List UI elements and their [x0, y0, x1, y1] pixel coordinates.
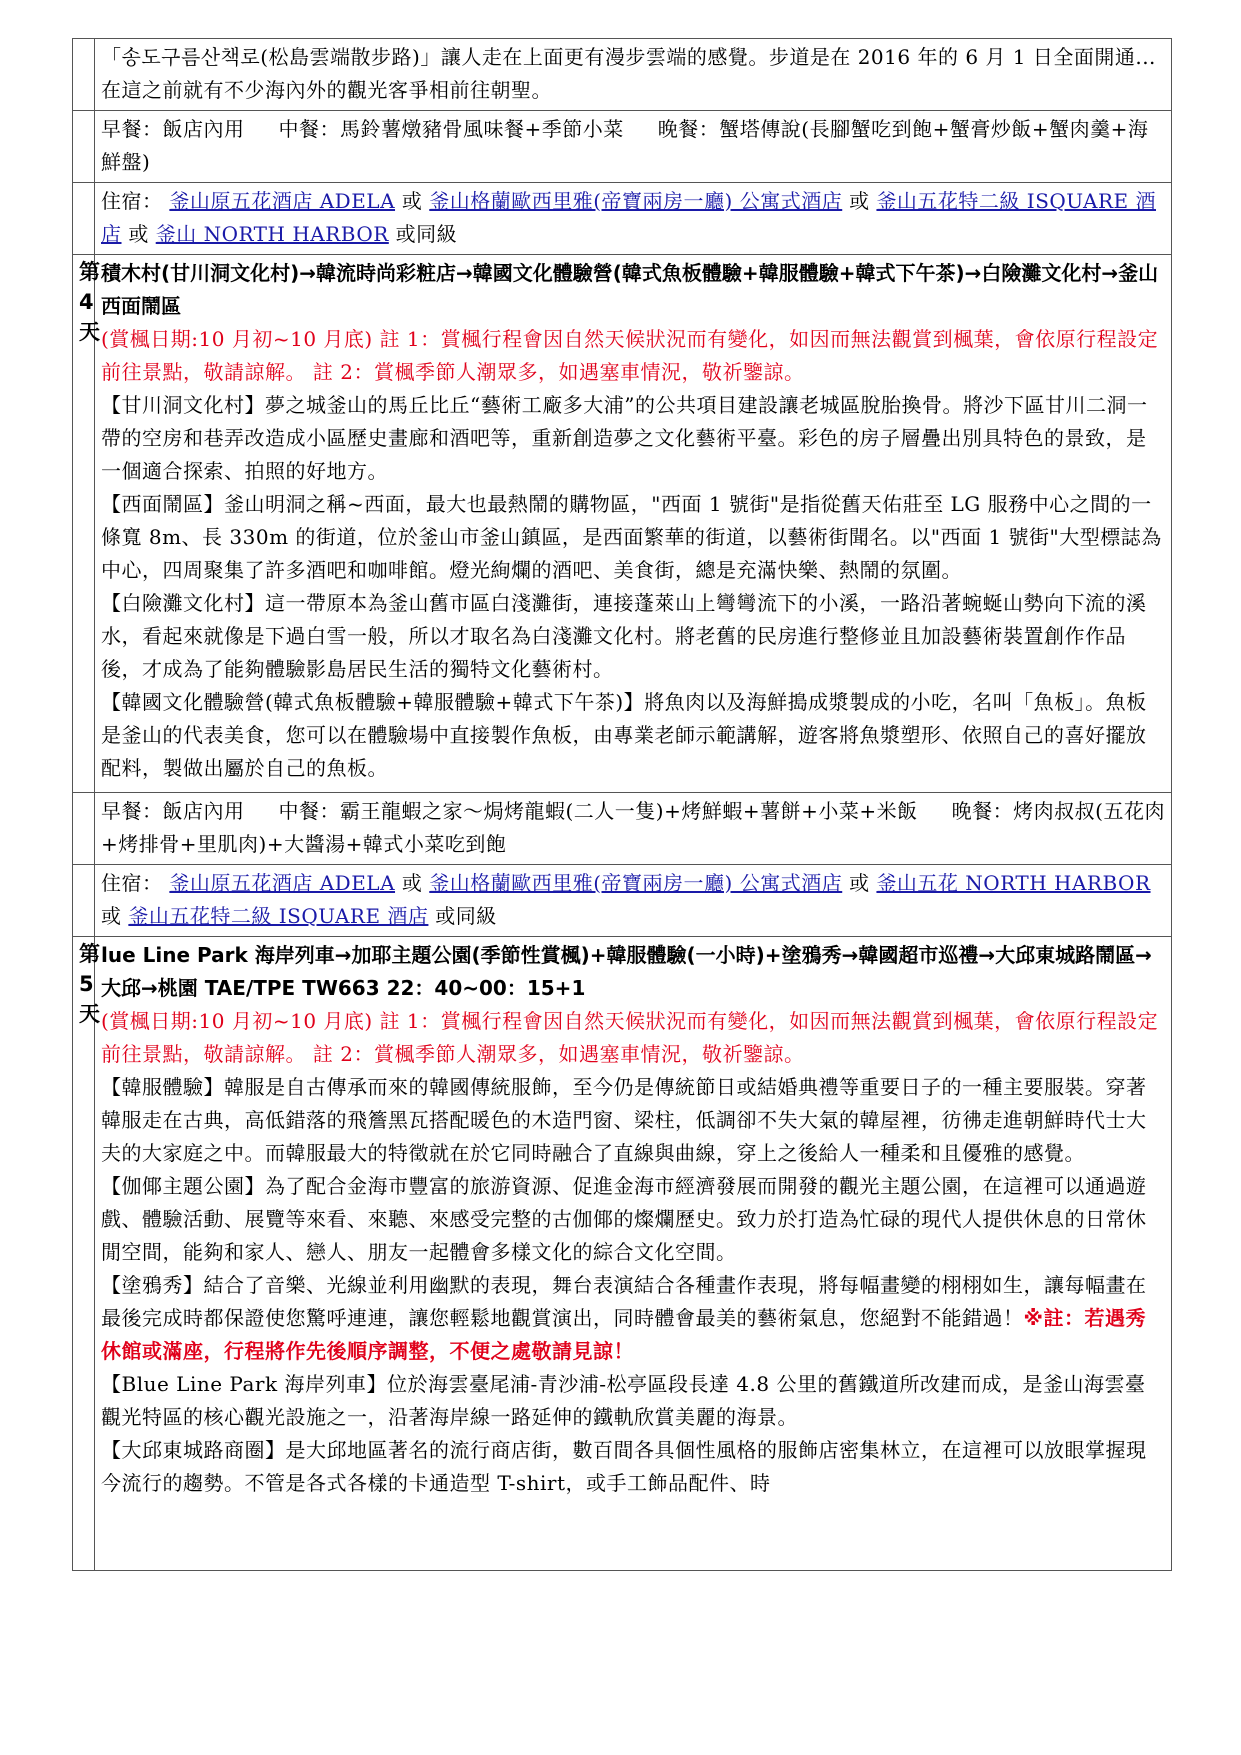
day4-gamcheon-paragraph: 【甘川洞文化村】夢之城釜山的馬丘比丘“藝術工廠多大浦”的公共項目建設讓老城區脫胎換骨。將沙下區甘川二洞一帶的空房和巷弄改造成小區歷史畫廊和酒吧等，重新創造夢之文化藝術平臺。彩色的房子層疊出別具特色的景致，是一個適合探索、拍照的好地方。	[101, 393, 1148, 483]
hotel-link-adela[interactable]: 釜山原五花酒店 ADELA	[169, 871, 396, 895]
itinerary-table	[72, 38, 1172, 1571]
hotel-link-isquare[interactable]: 釜山五花特二級 ISQUARE 酒店	[128, 904, 429, 928]
hotel-link-north-harbor[interactable]: 釜山 NORTH HARBOR	[155, 222, 389, 246]
day4-lunch: 中餐：霸王龍蝦之家～焗烤龍蝦(二人一隻)+烤鮮蝦+薯餅+小菜+米飯	[278, 799, 918, 823]
day4-stay-row	[73, 865, 1172, 937]
hotel-link-granoceria[interactable]: 釜山格蘭歐西里雅(帝寶兩房一廳) 公寓式酒店	[429, 189, 843, 213]
hotel-link-isquare[interactable]: 釜山五花特二級 ISQUARE 酒店	[101, 189, 1156, 246]
day5-title: lue Line Park 海岸列車→加耶主題公園(季節性賞楓)+韓服體驗(一小時)+塗鴉秀→韓國超市巡禮→大邱東城路鬧區→大邱→桃園 TAE/TPE TW663 22：40~00：15+1	[101, 943, 1152, 1000]
day5-blueline-paragraph: 【Blue Line Park 海岸列車】位於海雲臺尾浦-青沙浦-松亭區段長達 4.8 公里的舊鐵道所改建而成，是釜山海雲臺觀光特區的核心觀光設施之一，沿著海岸線一路延伸的鐵軌欣賞美麗的海景。	[101, 1372, 1146, 1429]
day3-label-cell	[73, 39, 95, 111]
day5-gaya-paragraph: 【伽倻主題公園】為了配合金海市豐富的旅游資源、促進金海市經濟發展而開發的觀光主題公園，在這裡可以通過遊戲、體驗活動、展覽等來看、來聽、來感受完整的古伽倻的燦爛歷史。致力於打造為忙碌的現代人提供休息的日常休閒空間，能夠和家人、戀人、朋友一起體會多樣文化的綜合文化空間。	[101, 1174, 1147, 1264]
hotel-link-granoceria[interactable]: 釜山格蘭歐西里雅(帝寶兩房一廳) 公寓式酒店	[429, 871, 843, 895]
day5-graffiti-paragraph: 【塗鴉秀】結合了音樂、光線並利用幽默的表現，舞台表演結合各種畫作表現，將每幅畫變的栩栩如生，讓每幅畫在最後完成時都保證使您驚呼連連，讓您輕鬆地觀賞演出，同時體會最美的藝術氣息，您絕對不能錯過！※註：若遇秀休館或滿座，行程將作先後順序調整，不便之處敬請見諒！	[101, 1273, 1147, 1363]
day5-content	[95, 937, 1172, 1571]
day5-label: 第 5 天	[73, 937, 95, 1571]
day4-seomyeon-paragraph: 【西面鬧區】釜山明洞之稱~西面，最大也最熱鬧的購物區，"西面 1 號街"是指從舊天佑莊至 LG 服務中心之間的一條寬 8m、長 330m 的街道，位於釜山市釜山鎮區，是西面繁華的街道，以藝術街聞名。以"西面 1 號街"大型標誌為中心，四周聚集了許多酒吧和咖啡館。燈光絢爛的酒吧、美食街，總是充滿快樂、熱鬧的氛圍。	[101, 492, 1162, 582]
day4-meals	[95, 793, 1172, 865]
day5-graffiti-note: ※註：若遇秀休館或滿座，行程將作先後順序調整，不便之處敬請見諒！	[101, 1306, 1146, 1363]
day4-label: 第 4 天	[73, 255, 95, 793]
day3-breakfast: 早餐：飯店內用	[101, 117, 245, 141]
day3-intro: 「송도구름산책로(松島雲端散步路)」讓人走在上面更有漫步雲端的感覺。步道是在 2016 年的 6 月 1 日全面開通...在這之前就有不少海內外的觀光客爭相前往朝聖。	[95, 39, 1172, 111]
day5-hanbok-paragraph: 【韓服體驗】韓服是自古傳承而來的韓國傳統服飾，至今仍是傳統節日或結婚典禮等重要日子的一種主要服裝。穿著韓服走在古典，高低錯落的飛簷黑瓦搭配暖色的木造門窗、梁柱，低調卻不失大氣的韓屋裡，彷彿走進朝鮮時代士大夫的大家庭之中。而韓服最大的特徵就在於它同時融合了直線與曲線，穿上之後給人一種柔和且優雅的感覺。	[101, 1075, 1147, 1165]
day3-stay: 住宿： 釜山原五花酒店 ADELA 或 釜山格蘭歐西里雅(帝寶兩房一廳) 公寓式酒店 或 釜山五花特二級 ISQUARE 酒店 或 釜山 NORTH HARBOR 或同級	[95, 183, 1172, 255]
day4-content	[95, 255, 1172, 793]
day4-stay: 住宿： 釜山原五花酒店 ADELA 或 釜山格蘭歐西里雅(帝寶兩房一廳) 公寓式酒店 或 釜山五花 NORTH HARBOR 或 釜山五花特二級 ISQUARE 酒店 或同級	[95, 865, 1172, 937]
day3-meals	[95, 111, 1172, 183]
day5-dongseongro-paragraph: 【大邱東城路商圈】是大邱地區著名的流行商店街，數百間各具個性風格的服飾店密集林立，在這裡可以放眼掌握現今流行的趨勢。不管是各式各樣的卡通造型 T-shirt，或手工飾品配件、時	[101, 1438, 1147, 1495]
day4-culture-camp-paragraph: 【韓國文化體驗營(韓式魚板體驗+韓服體驗+韓式下午茶)】將魚肉以及海鮮搗成漿製成的小吃，名叫「魚板」。魚板是釜山的代表美食，您可以在體驗場中直接製作魚板，由專業老師示範講解，遊客將魚漿塑形、依照自己的喜好擺放配料，製做出屬於自己的魚板。	[101, 690, 1147, 780]
day4-main-row	[73, 255, 1172, 793]
day4-breakfast: 早餐：飯店內用	[101, 799, 245, 823]
day4-meals-row	[73, 793, 1172, 865]
day3-dinner: 晚餐：蟹塔傳說(長腳蟹吃到飽+蟹膏炒飯+蟹肉羹+海鮮盤)	[101, 117, 1149, 174]
itinerary-page	[72, 38, 1172, 1571]
day4-maple-note: (賞楓日期:10 月初~10 月底) 註 1：賞楓行程會因自然天候狀況而有變化，如因而無法觀賞到楓葉，會依原行程設定前往景點，敬請諒解。 註 2：賞楓季節人潮眾多，如遇塞車情況，敬祈鑒諒。	[101, 327, 1159, 384]
hotel-link-adela[interactable]: 釜山原五花酒店 ADELA	[169, 189, 396, 213]
day4-title: 積木村(甘川洞文化村)→韓流時尚彩粧店→韓國文化體驗營(韓式魚板體驗+韓服體驗+韓式下午茶)→白險灘文化村→釜山西面鬧區	[101, 261, 1159, 318]
hotel-link-north-harbor[interactable]: 釜山五花 NORTH HARBOR	[876, 871, 1151, 895]
day4-dinner: 晚餐：烤肉叔叔(五花肉+烤排骨+里肌肉)+大醬湯+韓式小菜吃到飽	[101, 799, 1165, 856]
day5-main-row	[73, 937, 1172, 1571]
day3-stay-row	[73, 183, 1172, 255]
day3-intro-row	[73, 39, 1172, 111]
day3-lunch: 中餐：馬鈴薯燉豬骨風味餐+季節小菜	[278, 117, 624, 141]
day5-maple-note: (賞楓日期:10 月初~10 月底) 註 1：賞楓行程會因自然天候狀況而有變化，如因而無法觀賞到楓葉，會依原行程設定前往景點，敬請諒解。 註 2：賞楓季節人潮眾多，如遇塞車情況，敬祈鑒諒。	[101, 1009, 1159, 1066]
day4-huinnyeoul-paragraph: 【白險灘文化村】這一帶原本為釜山舊市區白淺灘街，連接蓬萊山上彎彎流下的小溪，一路沿著蜿蜒山勢向下流的溪水，看起來就像是下過白雪一般，所以才取名為白淺灘文化村。將老舊的民房進行整修並且加設藝術裝置創作作品後，才成為了能夠體驗影島居民生活的獨特文化藝術村。	[101, 591, 1147, 681]
day3-meals-row	[73, 111, 1172, 183]
stay-label: 住宿：	[101, 189, 163, 213]
